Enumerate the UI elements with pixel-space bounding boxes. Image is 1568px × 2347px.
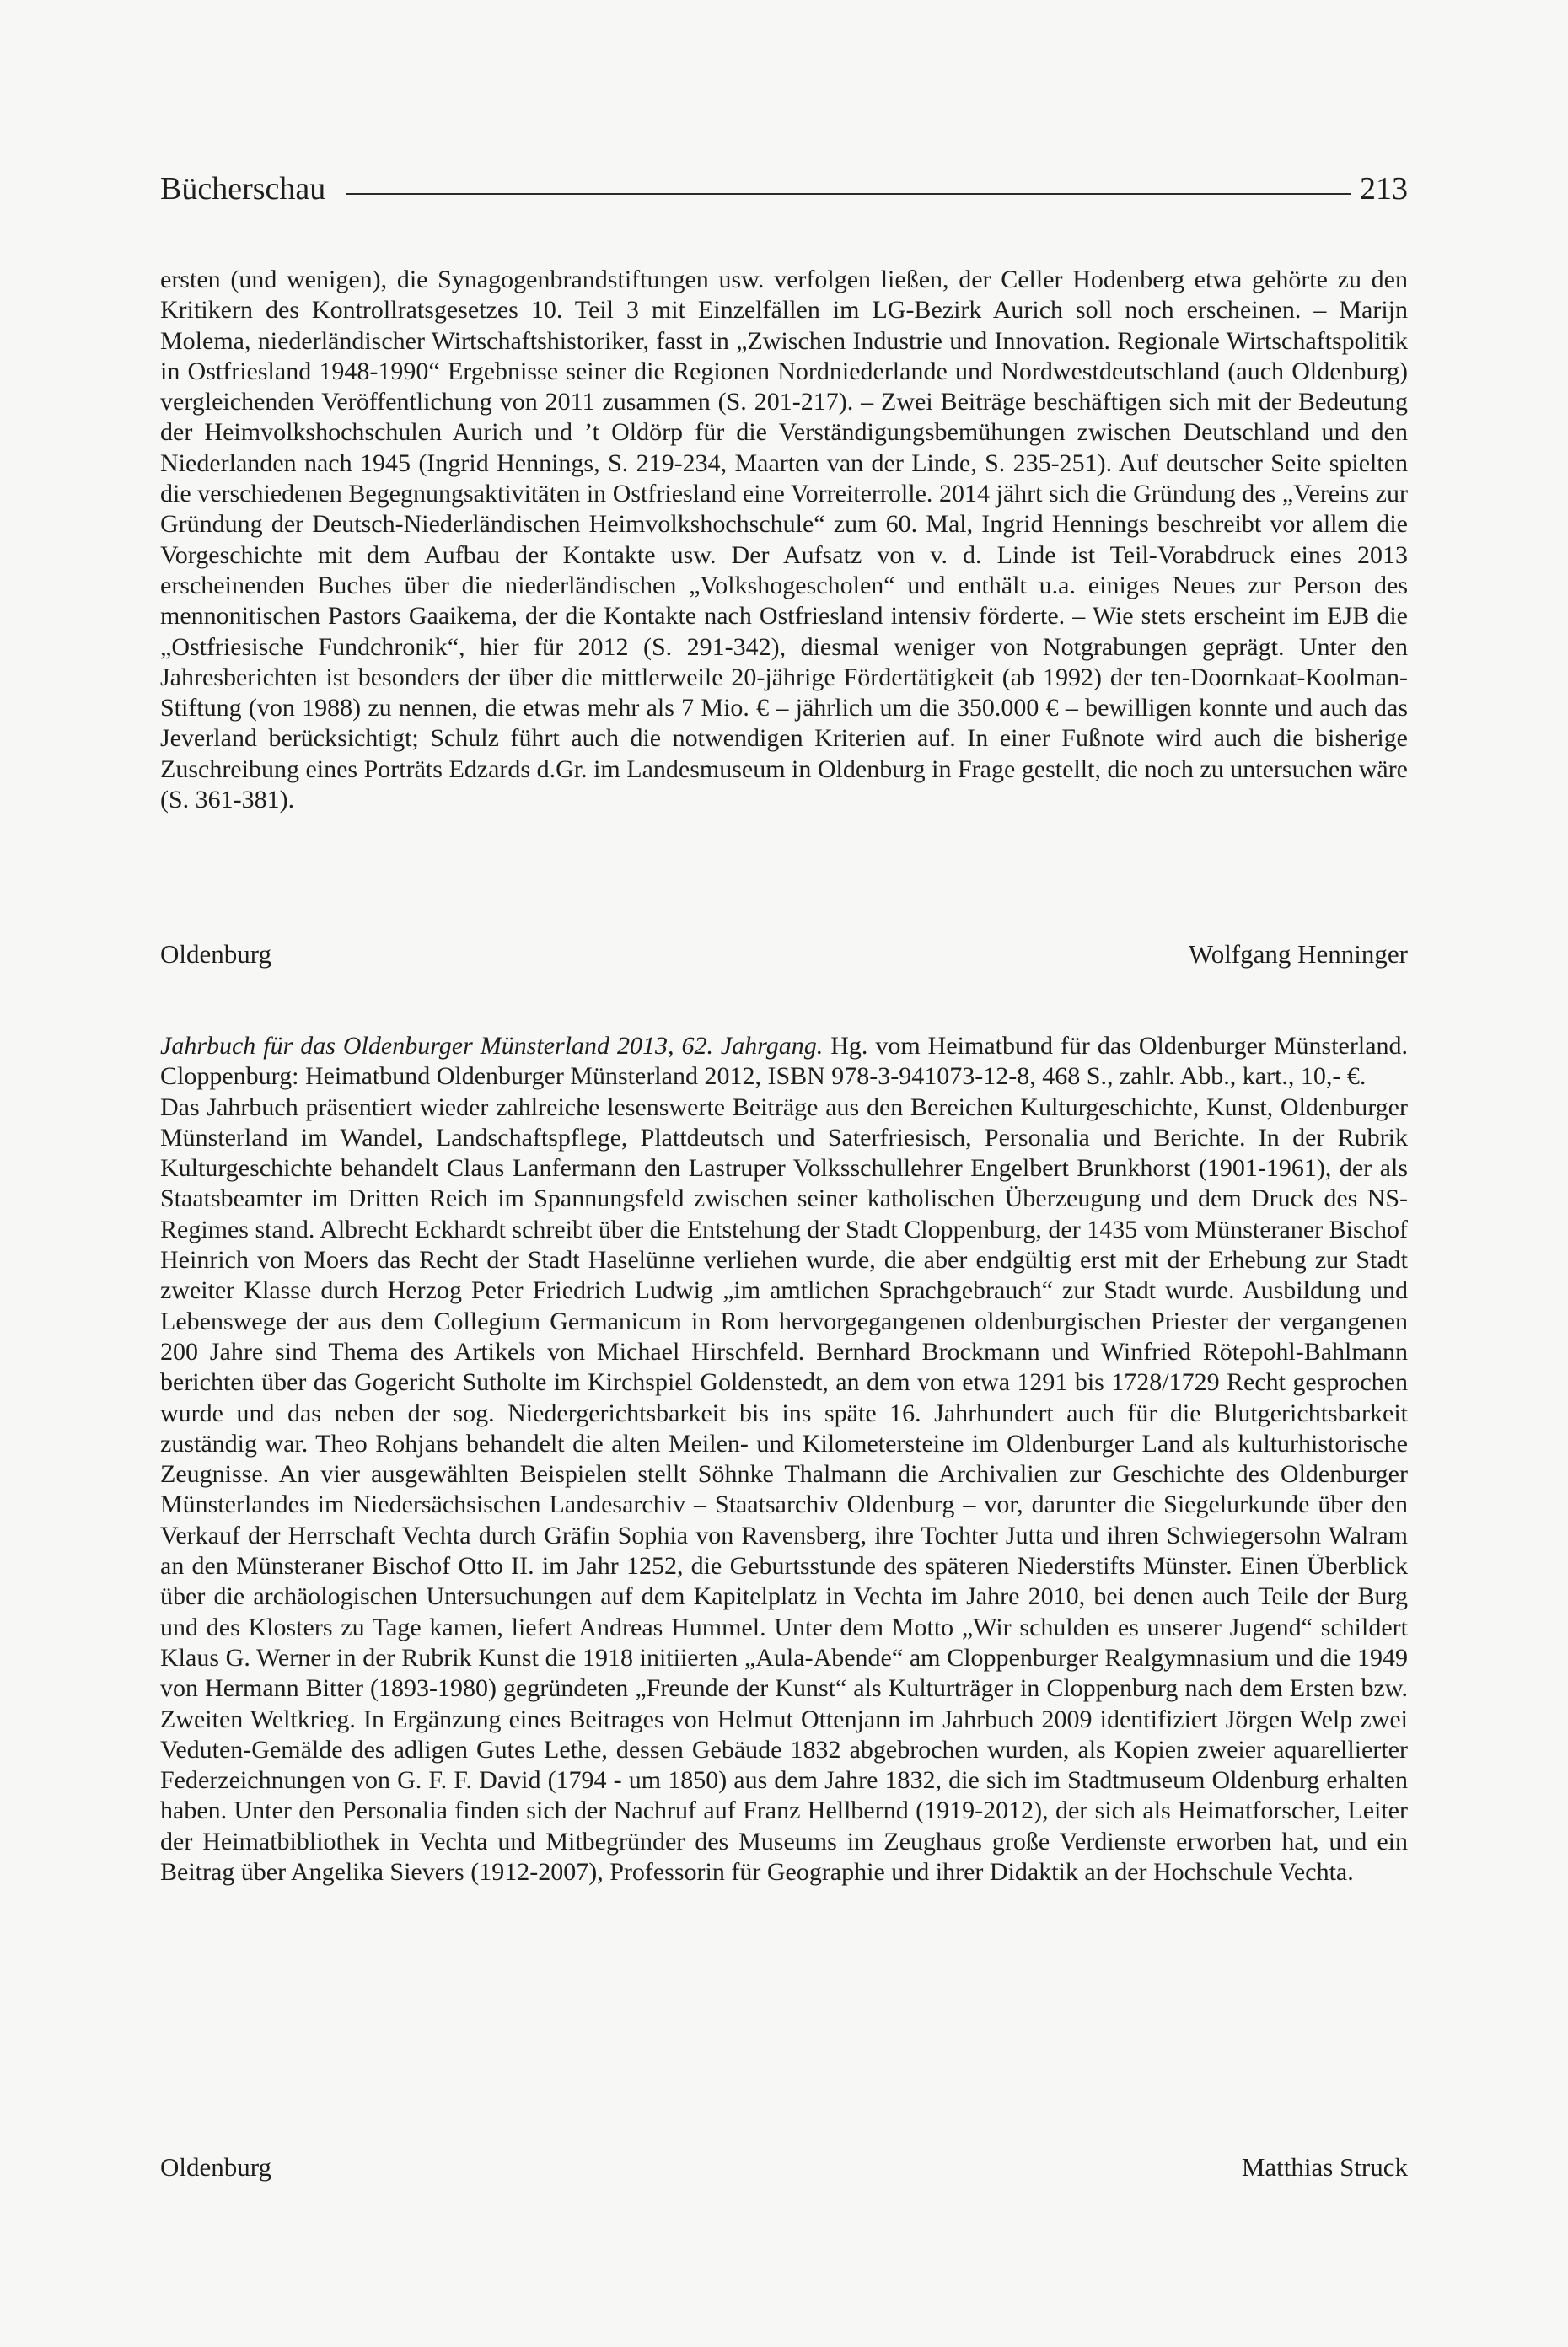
section-title: Bücherschau (160, 171, 326, 207)
reviewer-place: Oldenburg (160, 939, 272, 969)
citation-details: Hg. vom Heimatbund für das Oldenburger Münsterland. Cloppenburg: Heimatbund Oldenburger Münsterland 2012, ISBN 978-3-941073-12-8, 468 S., zahlr. Abb., kart., 10,- €. (160, 1032, 1409, 1091)
running-head (160, 169, 1408, 209)
header-rule (346, 193, 1351, 195)
reviewer-name: Matthias Struck (1241, 2152, 1408, 2182)
review-continuation-text: ersten (und wenigen), die Synagogenbrandstiftungen usw. verfolgen ließen, der Celler Hodenberg etwa gehörte zu den Kritikern des Kontrollratsgesetzes 10. Teil 3 mit Einzelfällen im LG-Bezirk Aurich soll noch erscheinen. – Marijn Molema, niederländischer Wirtschaftshistoriker, fasst in „Zwischen Industrie und Innovation. Regionale Wirtschaftspolitik in Ostfriesland 1948-1990“ Ergebnisse seiner die Regionen Nordniederlande und Nordwestdeutschland (auch Oldenburg) vergleichenden Veröffentlichung von 2011 zusammen (S. 201-217). – Zwei Beiträge beschäftigen sich mit der Bedeutung der Heimvolkshochschulen Aurich und ’t Oldörp für die Verständigungsbemühungen zwischen Deutschland und den Niederlanden nach 1945 (Ingrid Hennings, S. 219-234, Maarten van der Linde, S. 235-251). Auf deutscher Seite spielten die verschiedenen Begegnungsaktivitäten in Ostfriesland eine Vorreiterrolle. 2014 jährt sich die Gründung des „Vereins zur Gründung der Deutsch-Niederländischen Heimvolkshochschule“ zum 60. Mal, Ingrid Hennings beschreibt vor allem die Vorgeschichte mit dem Aufbau der Kontakte usw. Der Aufsatz von v. d. Linde ist Teil-Vorabdruck eines 2013 erscheinenden Buches über die niederländischen „Volkshogescholen“ und enthält u.a. einiges Neues zur Person des mennonitischen Pastors Gaaikema, der die Kontakte nach Ostfriesland intensiv förderte. – Wie stets erscheint im EJB die „Ostfriesische Fundchronik“, hier für 2012 (S. 291-342), diesmal weniger von Notgrabungen geprägt. Unter den Jahresberichten ist besonders der über die mittlerweile 20-jährige Fördertätigkeit (ab 1992) der ten-Doornkaat-Koolman-Stiftung (von 1988) zu nennen, die etwas mehr als 7 Mio. € – jährlich um die 350.000 € – bewilligen konnte und auch das Jeverland berücksichtigt; Schulz führt auch die notwendigen Kriterien auf. In einer Fußnote wird auch die bisherige Zuschreibung eines Porträts Edzards d.Gr. im Landesmuseum in Oldenburg in Frage gestellt, die noch zu untersuchen wäre (S. 361-381). (160, 266, 1408, 814)
page-number: 213 (1360, 171, 1408, 207)
review-continuation (160, 265, 1408, 815)
reviewer-name: Wolfgang Henninger (1188, 939, 1408, 969)
citation-title: Jahrbuch für das Oldenburger Münsterland 2013, 62. Jahrgang. (160, 1032, 824, 1060)
reviewer-signature-2 (160, 2152, 1408, 2183)
reviewer-place: Oldenburg (160, 2152, 272, 2182)
bibliographic-citation (160, 1031, 1408, 1093)
review-jahrbuch-oldenburger-muensterland (160, 1031, 1408, 1888)
review-text: Das Jahrbuch präsentiert wieder zahlreiche lesenswerte Beiträge aus den Bereichen Kulturgeschichte, Kunst, Oldenburger Münsterland im Wandel, Landschaftspflege, Plattdeutsch und Saterfriesisch, Personalia und Berichte. In der Rubrik Kulturgeschichte behandelt Claus Lanfermann den Lastruper Volksschullehrer Engelbert Brunkhorst (1901-1961), der als Staatsbeamter im Dritten Reich im Spannungsfeld zwischen seiner katholischen Überzeugung und dem Druck des NS-Regimes stand. Albrecht Eckhardt schreibt über die Entstehung der Stadt Cloppenburg, der 1435 vom Münsteraner Bischof Heinrich von Moers das Recht der Stadt Haselünne verliehen wurde, die aber endgültig erst mit der Erhebung zur Stadt zweiter Klasse durch Herzog Peter Friedrich Ludwig „im amtlichen Sprachgebrauch“ zur Stadt wurde. Ausbildung und Lebenswege der aus dem Collegium Germanicum in Rom hervorgegangenen oldenburgischen Priester der vergangenen 200 Jahre sind Thema des Artikels von Michael Hirschfeld. Bernhard Brockmann und Winfried Rötepohl-Bahlmann berichten über das Gogericht Sutholte im Kirchspiel Goldenstedt, an dem von etwa 1291 bis 1728/1729 Recht gesprochen wurde und das neben der sog. Niedergerichtsbarkeit bis ins späte 16. Jahrhundert auch für die Blutgerichtsbarkeit zuständig war. Theo Rohjans behandelt die alten Meilen- und Kilometersteine im Oldenburger Land als kulturhistorische Zeugnisse. An vier ausgewählten Beispielen stellt Söhnke Thalmann die Archivalien zur Geschichte des Oldenburger Münsterlandes im Niedersächsischen Landesarchiv – Staatsarchiv Oldenburg – vor, darunter die Siegelurkunde über den Verkauf der Herrschaft Vechta durch Gräfin Sophia von Ravensberg, ihre Tochter Jutta und ihren Schwiegersohn Walram an den Münsteraner Bischof Otto II. im Jahr 1252, die Geburtsstunde des späteren Niederstifts Münster. Einen Überblick über die archäologischen Untersuchungen auf dem Kapitelplatz in Vechta im Jahre 2010, bei denen auch Teile der Burg und des Klosters zu Tage kamen, liefert Andreas Hummel. Unter dem Motto „Wir schulden es unserer Jugend“ schildert Klaus G. Werner in der Rubrik Kunst die 1918 initiierten „Aula-Abende“ am Cloppenburger Realgymnasium und die 1949 von Hermann Bitter (1893-1980) gegründeten „Freunde der Kunst“ als Kulturträger in Cloppenburg nach dem Ersten bzw. Zweiten Weltkrieg. In Ergänzung eines Beitrages von Helmut Ottenjann im Jahrbuch 2009 identifiziert Jörgen Welp zwei Veduten-Gemälde des adligen Gutes Lethe, dessen Gebäude 1832 abgebrochen wurden, als Kopien zweier aquarellierter Federzeichnungen von G. F. F. David (1794 - um 1850) aus dem Jahre 1832, die sich im Stadtmuseum Oldenburg erhalten haben. Unter den Personalia finden sich der Nachruf auf Franz Hellbernd (1919-2012), der sich als Heimatforscher, Leiter der Heimatbibliothek in Vechta und Mitbegründer des Museums im Zeughaus große Verdienste erworben hat, und ein Beitrag über Angelika Sievers (1912-2007), Professorin für Geographie und ihrer Didaktik an der Hochschule Vechta. (160, 1093, 1408, 1887)
reviewer-signature-1 (160, 939, 1408, 969)
